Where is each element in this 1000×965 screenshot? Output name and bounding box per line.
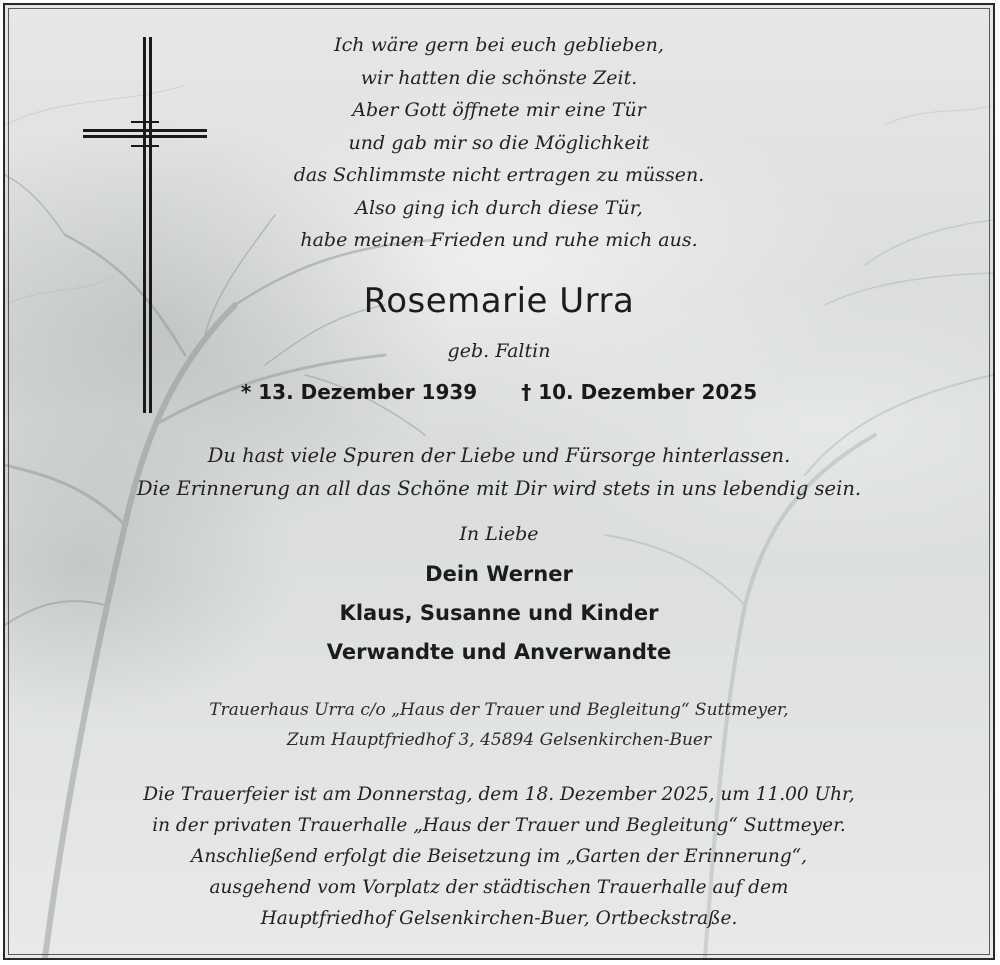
poem-line: Aber Gott öffnete mir eine Tür bbox=[352, 99, 646, 121]
tribute-line: Die Erinnerung an all das Schöne mit Dir wird stets in uns lebendig sein. bbox=[136, 477, 862, 500]
in-love-heading: In Liebe bbox=[459, 523, 539, 545]
tribute-text bbox=[5, 439, 993, 505]
death-date: † 10. Dezember 2025 bbox=[521, 380, 758, 404]
poem-line: wir hatten die schönste Zeit. bbox=[360, 66, 638, 89]
tribute-line: Du hast viele Spuren der Liebe und Fürsorge hinterlassen. bbox=[207, 444, 791, 467]
poem bbox=[5, 29, 993, 257]
birth-date: * 13. Dezember 1939 bbox=[240, 380, 478, 404]
mourner-entry: Dein Werner bbox=[425, 562, 573, 586]
mourners-list bbox=[5, 555, 993, 672]
life-dates bbox=[5, 377, 993, 407]
service-line: in der privaten Trauerhalle „Haus der Trauer und Begleitung“ Suttmeyer. bbox=[152, 815, 846, 836]
funeral-service-info bbox=[5, 779, 993, 934]
birth-name: geb. Faltin bbox=[447, 340, 551, 362]
mourner-entry: Verwandte und Anverwandte bbox=[326, 640, 672, 664]
poem-line: Ich wäre gern bei euch geblieben, bbox=[334, 34, 664, 56]
mourner-entry: Klaus, Susanne und Kinder bbox=[339, 601, 659, 625]
mourning-house-address bbox=[5, 695, 993, 755]
poem-line: habe meinen Frieden und ruhe mich aus. bbox=[300, 229, 698, 251]
poem-line: und gab mir so die Möglichkeit bbox=[348, 131, 650, 154]
address-line: Trauerhaus Urra c/o „Haus der Trauer und Begleitung“ Suttmeyer, bbox=[209, 700, 789, 720]
obituary-card bbox=[3, 3, 995, 960]
poem-line: Also ging ich durch diese Tür, bbox=[355, 196, 643, 219]
address-line: Zum Hauptfriedhof 3, 45894 Gelsenkirchen-Buer bbox=[286, 730, 712, 750]
service-line: Die Trauerfeier ist am Donnerstag, dem 18. Dezember 2025, um 11.00 Uhr, bbox=[143, 784, 855, 805]
service-line: Hauptfriedhof Gelsenkirchen-Buer, Ortbeckstraße. bbox=[260, 908, 738, 929]
poem-line: das Schlimmste nicht ertragen zu müssen. bbox=[293, 164, 705, 186]
service-line: ausgehend vom Vorplatz der städtischen Trauerhalle auf dem bbox=[209, 877, 789, 898]
deceased-name: Rosemarie Urra bbox=[363, 281, 635, 321]
service-line: Anschließend erfolgt die Beisetzung im „Garten der Erinnerung“, bbox=[190, 846, 807, 867]
